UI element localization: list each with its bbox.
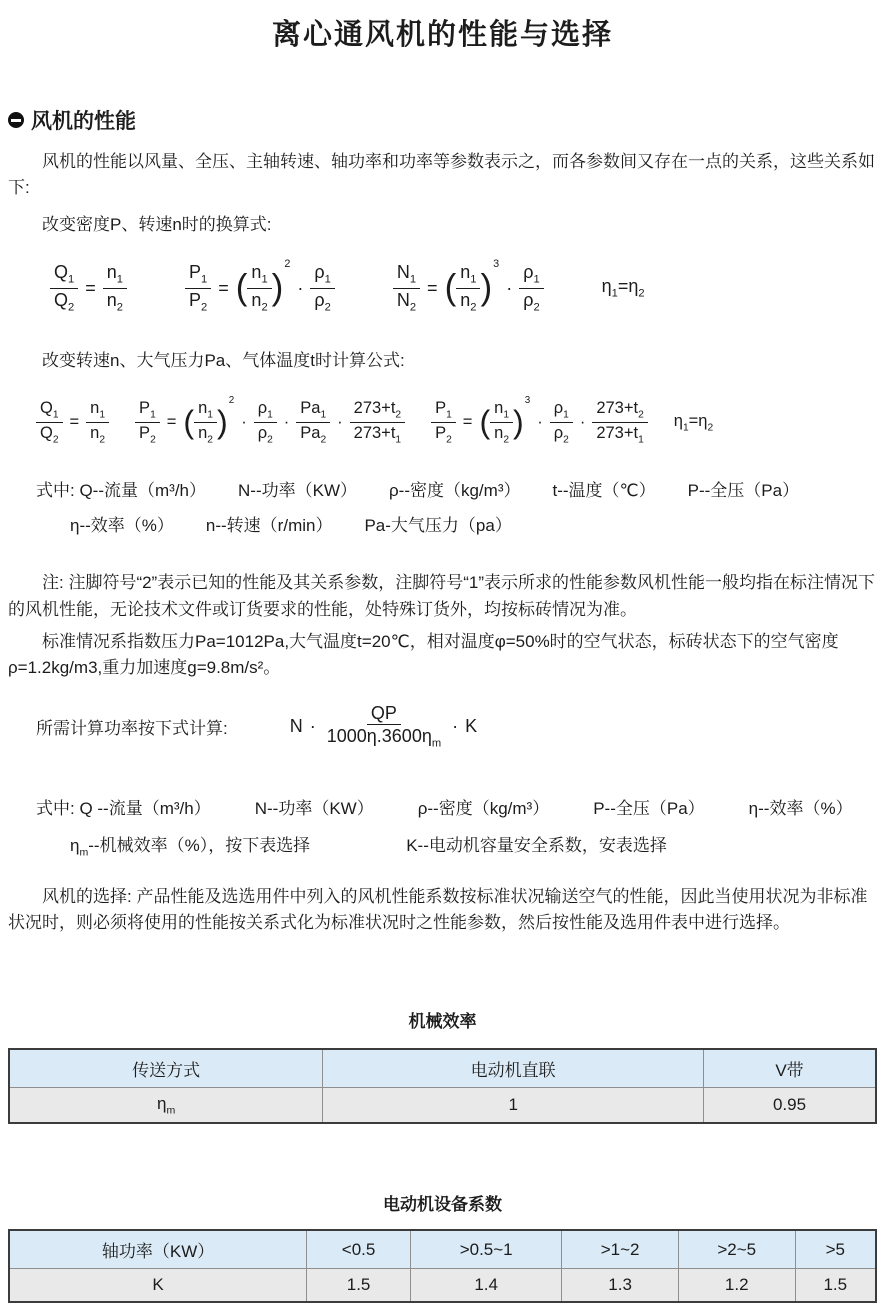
fraction xyxy=(310,261,334,315)
fraction xyxy=(519,261,543,315)
parenthesized-fraction xyxy=(183,394,235,447)
formula-group xyxy=(135,394,405,447)
exponent: 2 xyxy=(228,394,235,406)
fraction xyxy=(50,261,78,315)
table-header-cell: V带 xyxy=(704,1049,877,1088)
intro-paragraph: 风机的性能以风量、全压、主轴转速、轴功率和功率等参数表示之，而各参数间又存在一点的关系，这些关系如下: xyxy=(8,152,875,198)
fraction xyxy=(350,398,405,447)
fraction-numerator: $\rho_1$ xyxy=(550,398,573,423)
fraction-denominator: $273+t_1$ xyxy=(353,423,402,446)
circled-minus-bullet-icon xyxy=(8,112,24,128)
table-cell: $\eta_m$ xyxy=(9,1087,323,1123)
fraction-denominator: $P_2$ xyxy=(139,423,156,446)
table-header-cell: 轴功率（KW） xyxy=(9,1230,307,1269)
fraction-numerator: $273+t_2$ xyxy=(350,398,405,423)
formula-row-density xyxy=(8,256,877,320)
close-paren: ) xyxy=(480,267,493,308)
fraction-numerator: $n_1$ xyxy=(247,261,271,289)
operator: · xyxy=(452,716,459,737)
table-header-cell: >2~5 xyxy=(678,1230,795,1269)
density-formula-caption: 改变密度P、转速n时的换算式: xyxy=(42,214,272,234)
fraction-numerator: $\rho_1$ xyxy=(254,398,277,423)
fraction-numerator: $273+t_2$ xyxy=(592,398,647,423)
fraction-numerator: $n_1$ xyxy=(456,261,480,289)
legend-item: N--功率（KW） xyxy=(254,798,374,818)
power-formula xyxy=(290,702,477,752)
operator: = xyxy=(85,277,96,298)
power-symbol-legend-line-2 xyxy=(8,831,877,858)
standard-conditions-paragraph: 标准情况系指数压力Pa=1012Pa,大气温度t=20℃，相对温度φ=50%时的空气状态，标砖状态下的空气密度ρ=1.2kg/m3,重力加速度g=9.8m/s²。 xyxy=(8,632,839,678)
operator: = xyxy=(69,412,80,431)
table-header-cell: >5 xyxy=(795,1230,876,1269)
motor-coefficient-table xyxy=(8,1229,877,1303)
operator: · xyxy=(241,412,247,431)
fraction-numerator: $n_1$ xyxy=(194,398,217,423)
table-cell: 1.4 xyxy=(411,1269,562,1303)
table-header-cell: >0.5~1 xyxy=(411,1230,562,1269)
fraction-numerator: $Pa_1$ xyxy=(296,398,330,423)
fraction-denominator: $Q_2$ xyxy=(54,289,75,314)
speed-formula-caption: 改变转速n、大气压力Pa、气体温度t时计算公式: xyxy=(42,351,405,371)
close-paren: ) xyxy=(216,403,228,441)
fraction-denominator: $n_2$ xyxy=(198,423,213,446)
operator: = xyxy=(427,277,438,298)
fraction-numerator: $Q_1$ xyxy=(50,261,78,289)
mechanical-efficiency-table xyxy=(8,1048,877,1124)
formula-group xyxy=(602,276,645,300)
fraction xyxy=(550,398,573,447)
table-cell: 1.5 xyxy=(307,1269,411,1303)
fraction xyxy=(194,398,217,447)
table-cell: 1.5 xyxy=(795,1269,876,1303)
fraction-denominator: $\rho_2$ xyxy=(314,289,331,314)
fraction xyxy=(36,398,63,447)
formula-text: $\eta_1=\eta_2$ xyxy=(673,411,714,434)
table-row xyxy=(9,1269,876,1303)
fraction-denominator: $n_2$ xyxy=(494,423,510,446)
table-cell: 1.3 xyxy=(562,1269,679,1303)
power-symbol-legend-line-1 xyxy=(8,794,877,819)
parenthesized-fraction xyxy=(444,258,500,315)
fraction-denominator: $\rho_2$ xyxy=(257,423,273,446)
formula-group xyxy=(50,261,127,315)
motor-coefficient-table-title: 电动机设备系数 xyxy=(383,1195,502,1215)
operator: = xyxy=(462,412,473,431)
legend-item: N--功率（KW） xyxy=(238,481,357,501)
table-header-cell: 电动机直联 xyxy=(323,1049,704,1088)
fraction-numerator: $n_1$ xyxy=(490,398,513,423)
table-header-row xyxy=(9,1049,876,1088)
legend-item: P--全压（Pa） xyxy=(593,798,705,818)
fraction-numerator: $P_1$ xyxy=(135,398,160,423)
operator: · xyxy=(309,716,316,737)
fraction xyxy=(135,398,160,447)
fraction-denominator: $\rho_2$ xyxy=(553,423,569,446)
operator: = xyxy=(166,412,177,431)
table-cell: 1 xyxy=(323,1087,704,1123)
legend-item: 式中: Q --流量（m³/h） xyxy=(36,798,211,818)
operator: · xyxy=(537,412,543,431)
fraction-denominator: $n_2$ xyxy=(90,423,106,446)
fraction-numerator: $n_1$ xyxy=(103,261,127,289)
formula-group xyxy=(431,394,648,447)
fraction xyxy=(490,398,513,447)
legend-item: ρ--密度（kg/m³） xyxy=(417,798,550,818)
open-paren: ( xyxy=(235,267,248,308)
table-header-cell: 传送方式 xyxy=(9,1049,323,1088)
close-paren: ) xyxy=(271,267,284,308)
legend-item: 式中: Q--流量（m³/h） xyxy=(36,481,206,501)
fraction-numerator: $Q_1$ xyxy=(36,398,63,423)
fraction xyxy=(323,702,445,752)
legend-item: t--温度（℃） xyxy=(552,481,656,501)
formula-group xyxy=(185,258,335,315)
fraction xyxy=(247,261,271,315)
exponent: 3 xyxy=(493,258,500,270)
formula-text: K xyxy=(465,716,478,737)
formula-group xyxy=(674,412,713,433)
legend-item: Pa-大气压力（pa） xyxy=(364,516,512,536)
close-paren: ) xyxy=(513,403,524,441)
fraction-numerator: QP xyxy=(367,702,401,726)
fraction-denominator: $n_2$ xyxy=(251,289,268,314)
power-formula-row xyxy=(8,698,877,756)
formula-row-speed xyxy=(8,390,877,454)
open-paren: ( xyxy=(444,267,457,308)
fan-selection-paragraph: 风机的选择: 产品性能及选选用件中列入的风机性能系数按标准状况输送空气的性能，因此当使用状况为非标准状况时，则必须将使用的性能按关系式化为标准状况时之性能参数，然后按性能及选用件表中进行选择。 xyxy=(8,887,868,933)
table-cell: 0.95 xyxy=(704,1087,877,1123)
operator: · xyxy=(579,412,586,431)
fraction xyxy=(185,261,211,315)
fraction-denominator: $\rho_2$ xyxy=(523,289,540,314)
section-heading-label: 风机的性能 xyxy=(31,110,136,133)
fraction xyxy=(456,261,480,315)
fraction-denominator: $Pa_2$ xyxy=(300,423,327,446)
exponent: 3 xyxy=(524,394,531,406)
operator: = xyxy=(218,277,229,298)
fraction-denominator: $n_2$ xyxy=(106,289,123,314)
symbol-legend-line-1 xyxy=(8,476,877,501)
power-formula-caption: 所需计算功率按下式计算: xyxy=(36,719,228,739)
formula-group xyxy=(36,398,109,447)
formula-group xyxy=(290,702,477,752)
table-row xyxy=(9,1087,876,1123)
fraction xyxy=(254,398,277,447)
operator: · xyxy=(337,412,343,431)
fraction xyxy=(592,398,647,447)
fraction xyxy=(431,398,456,447)
table-header-cell: >1~2 xyxy=(562,1230,679,1269)
fraction-numerator: $\rho_1$ xyxy=(519,261,543,289)
fraction xyxy=(296,398,330,447)
operator: · xyxy=(506,277,513,298)
formula-text: N xyxy=(289,716,303,737)
legend-item: P--全压（Pa） xyxy=(687,481,800,501)
legend-item: $\eta_m--$机械效率（%），按下表选择 xyxy=(70,835,311,859)
table-header-cell: <0.5 xyxy=(307,1230,411,1269)
legend-item: η--效率（%） xyxy=(748,798,853,818)
fraction-numerator: $\rho_1$ xyxy=(310,261,334,289)
operator: · xyxy=(297,277,304,298)
parenthesized-fraction xyxy=(479,394,531,447)
fraction-denominator: $273+t_1$ xyxy=(596,423,644,446)
fraction-denominator: $n_2$ xyxy=(460,289,477,314)
open-paren: ( xyxy=(479,403,491,441)
fraction-denominator: $Q_2$ xyxy=(40,423,59,446)
fraction-numerator: $P_1$ xyxy=(185,261,211,289)
fraction-numerator: $n_1$ xyxy=(86,398,109,423)
fraction xyxy=(103,261,127,315)
open-paren: ( xyxy=(183,403,195,441)
mechanical-efficiency-table-title: 机械效率 xyxy=(408,1011,477,1031)
fraction-denominator: $P_2$ xyxy=(435,423,452,446)
table-cell: K xyxy=(9,1269,307,1303)
formula-group xyxy=(393,258,544,315)
fraction-denominator: $1000\eta.3600\eta_m$ xyxy=(326,726,442,750)
table-cell: 1.2 xyxy=(678,1269,795,1303)
fraction xyxy=(86,398,109,447)
fraction-denominator: $N_2$ xyxy=(396,289,417,314)
note-paragraph: 注: 注脚符号“2”表示已知的性能及其关系参数，注脚符号“1”表示所求的性能参数风机性能一般均指在标注情况下的风机性能，无论技术文件或订货要求的性能，处特殊订货外，均按标砖情况为准。 xyxy=(8,573,875,619)
legend-item: K--电动机容量安全系数，安表选择 xyxy=(406,835,667,855)
symbol-legend-line-2 xyxy=(8,511,877,536)
legend-item: η--效率（%） xyxy=(70,516,174,536)
table-header-row xyxy=(9,1230,876,1269)
operator: · xyxy=(283,412,290,431)
exponent: 2 xyxy=(284,258,291,270)
legend-item: n--转速（r/min） xyxy=(205,516,333,536)
fraction-numerator: $P_1$ xyxy=(431,398,456,423)
legend-item: ρ--密度（kg/m³） xyxy=(388,481,521,501)
parenthesized-fraction xyxy=(235,258,291,315)
fraction-numerator: $N_1$ xyxy=(393,261,420,289)
formula-text: $\eta_1=\eta_2$ xyxy=(601,276,645,300)
section-heading xyxy=(8,105,877,135)
fraction xyxy=(393,261,420,315)
page-title: 离心通风机的性能与选择 xyxy=(271,19,613,51)
fraction-denominator: $P_2$ xyxy=(188,289,208,314)
